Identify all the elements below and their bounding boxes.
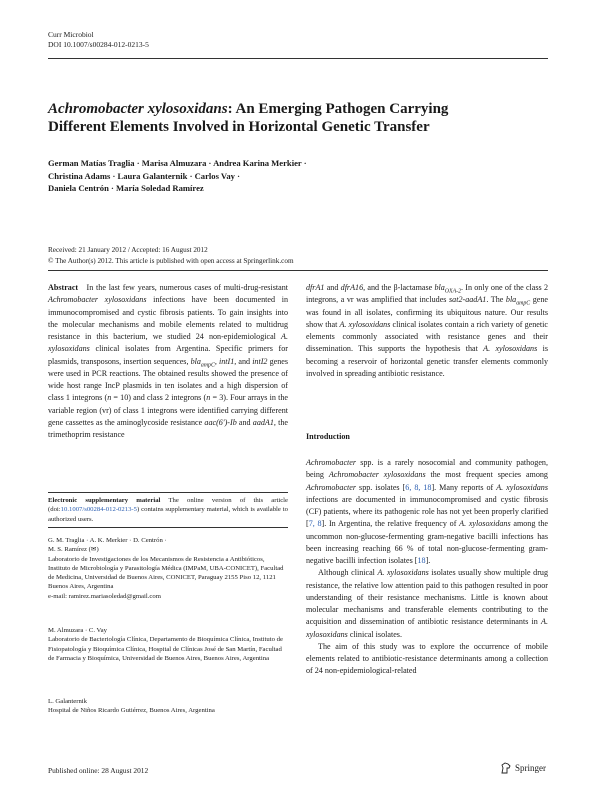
author-line: German Matías Traglia · Marisa Almuzara · Andrea Karina Merkier · [48, 158, 307, 168]
introduction-body [306, 457, 548, 678]
publisher-logo [500, 762, 546, 774]
affiliation-block: L. Galanternik Hospital de Niños Ricardo Gutiérrez, Buenos Aires, Argentina [48, 698, 215, 715]
abstract-label: Abstract [48, 283, 79, 292]
affiliation-block: G. M. Traglia · A. K. Merkier · D. Centrón · M. S. Ramírez (✉) Laboratorio de Investigaciones de los Mecanismos de Resistencia a Antibióticos, Instituto de Microbiología y Parasitología Médica (IMPaM, UBA-CONICET), Facultad de Medicina, Universidad de Buenos Aires, CONICET, Paraguay 2155 Piso 12, 1121 Buenos Aires, Argentina e-mail: ramirez.mariasoledad@gmail.com [48, 537, 284, 600]
doi-link[interactable]: 10.1007/s00284-012-0213-5 [60, 506, 137, 514]
author-line: Daniela Centrón · María Soledad Ramírez [48, 183, 204, 194]
top-rule [48, 58, 548, 59]
intro-paragraph-1: Achromobacter spp. is a rarely nosocomial and community pathogen, being Achromobacter xylosoxidans the most frequent species among Achromobacter spp. isolates [6, 8, 18]. Many reports of A. xylosoxidans infections are documented in immunocompromised and cystic fibrosis (CF) patients, where its pathogenic role has not yet been properly clarified [7, 8]. In Argentina, the relative frequency of A. xylosoxidans among the uncommon non-glucose-fermenting gram-negative bacilli infections has been increasing reaching 66 % of total non-glucose-fermenting gram-negative bacilli infection isolates [18]. [306, 458, 548, 565]
citation-link[interactable]: 6, 8, 18 [405, 482, 432, 492]
author-list [48, 157, 548, 195]
publication-date: Published online: 28 August 2012 [48, 766, 149, 775]
footnote-rule [48, 492, 288, 493]
journal-header [48, 30, 149, 50]
publisher-name: Springer [515, 763, 546, 773]
received-accepted: Received: 21 January 2012 / Accepted: 16 August 2012 [48, 246, 208, 254]
esm-label: Electronic supplementary material [48, 497, 161, 504]
abstract-continuation [306, 282, 548, 380]
affiliation-rule [48, 527, 288, 528]
abstract-column [48, 282, 288, 441]
esm-note: Electronic supplementary material The online version of this article (doi:10.1007/s00284-012-0213-5) contains supplementary material, which is available to authorized users. [48, 497, 288, 523]
citation-link[interactable]: 18 [417, 556, 426, 565]
introduction-heading: Introduction [306, 432, 350, 441]
doi: DOI 10.1007/s00284-012-0213-5 [48, 40, 149, 49]
abstract-text: Abstract In the last few years, numerous cases of multi-drug-resistant Achromobacter xylosoxidans infections have been documented in immunocompromised and cystic fibrosis patients. To gain insights into the molecular mechanisms and mobile elements related to multidrug resistance in this bacterium, we studied 24 non-epidemiological A. xylosoxidans clinical isolates from Argentina. Specific primers for plasmids, transposons, insertion sequences, bla$_{ampC}$, intI1, and intI2 genes were used in PCR reactions. The obtained results showed the presence of wide host range IncP plasmids in ten isolates and a high dispersion of class 1 integrons (n = 10) and class 2 integrons (n = 3). Four arrays in the variable region (vr) of class 1 integrons were identified carrying different gene cassettes as the aminoglycoside resistance aac(6′)-Ib and aadA1, the trimethoprim resistance [48, 283, 289, 439]
article-dates [48, 245, 294, 266]
springer-horse-icon [500, 762, 512, 774]
citation-link[interactable]: 7, 8 [308, 519, 322, 529]
title-organism: Achromobacter xylosoxidans [48, 101, 228, 117]
intro-paragraph-3: The aim of this study was to explore the occurrence of mobile elements related to antibiotic-resistance determinants among a collection of 24 non-epidemiological-related [306, 641, 548, 676]
copyright: © The Author(s) 2012. This article is published with open access at Springerlink.com [48, 256, 294, 265]
journal-name: Curr Microbiol [48, 30, 94, 39]
author-line: Christina Adams · Laura Galanternik · Carlos Vay · [48, 170, 240, 181]
affiliation-block: M. Almuzara · C. Vay Laboratorio de Bacteriología Clínica, Departamento de Bioquímica Clínica, Instituto de Fisiopatología y Bioquímica Clínica, Hospital de Clínicas José de San Martín, Facultad de Farmacia y Bioquímica, Universidad de Buenos Aires, Buenos Aires, Argentina [48, 627, 283, 662]
article-title: Achromobacter xylosoxidans: An Emerging Pathogen Carrying Different Elements Involved in Horizontal Genetic Transfer [48, 101, 449, 135]
abstract-rule [48, 270, 548, 271]
abstract-text-cont: dfrA1 and dfrA16, and the β-lactamase bla$_{OXA-2}$. In only one of the class 2 integrons, a vr was amplified that includes sat2-aadA1. The bla$_{ampC}$ gene was found in all isolates, confirming its ubiquitous nature. Our results show that A. xylosoxidans clinical isolates contain a rich variety of genetic elements commonly associated with resistance genes and their dissemination. This supports the hypothesis that A. xylosoxidans is becoming a reservoir of horizontal genetic transfer elements commonly involved in spreading antibiotic resistance. [306, 283, 548, 378]
intro-paragraph-2: Although clinical A. xylosoxidans isolates usually show multiple drug resistance, the relative low attention paid to this pathogen resulted in poor understanding of their resistance mechanisms. Little is known about molecular mechanisms and transferable elements contributing to the acquisition and dissemination of antibiotic resistance determinants in A. xylosoxidans clinical isolates. [306, 568, 548, 639]
